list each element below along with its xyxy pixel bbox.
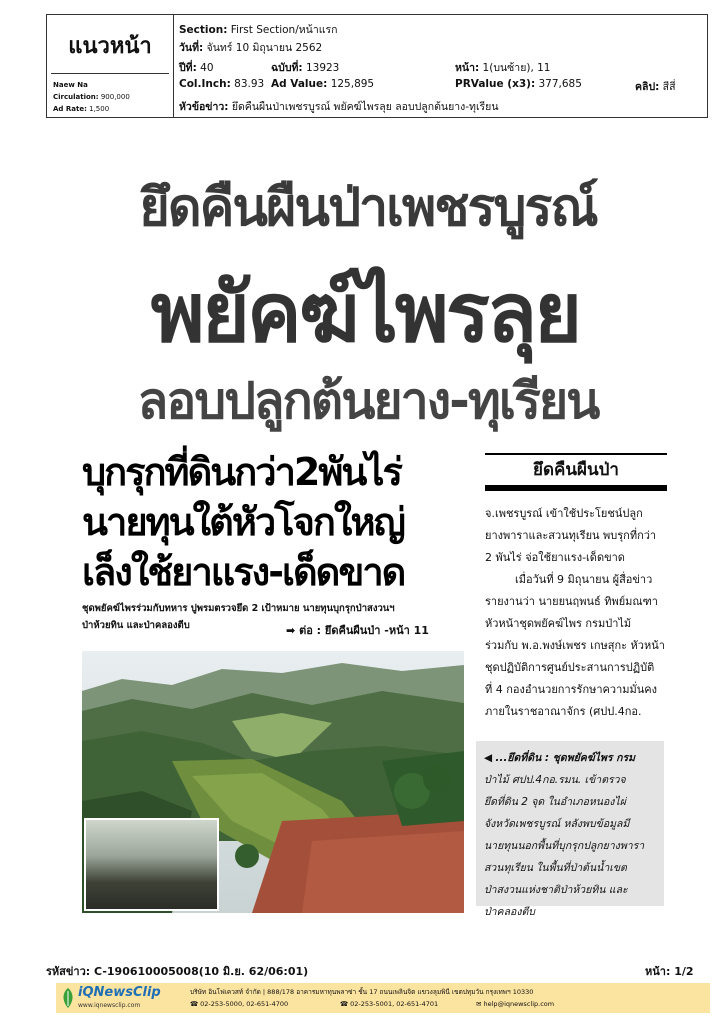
- body-line: ชุดปฏิบัติการศูนย์ประสานการปฏิบัติ: [485, 661, 655, 674]
- news-code: รหัสข่าว: C-190610005008(10 มิ.ย. 62/06:01): [46, 965, 309, 978]
- body-line: ร่วมกับ พ.อ.พงษ์เพชร เกษสุกะ หัวหน้า: [485, 639, 665, 652]
- arrow-right-icon: ➡: [286, 624, 296, 637]
- photo-caption-line: ยึดที่ดิน 2 จุด ในอำเภอหนองไผ่: [484, 796, 626, 808]
- circulation: Circulation: 900,000: [53, 93, 130, 101]
- photo-caption-line: จังหวัดเพชรบูรณ์ หลังพบข้อมูลมี: [484, 818, 630, 830]
- subheadline-line-2: นายทุนใต้หัวโจกใหญ่: [82, 500, 404, 544]
- sidebar-title: ยึดคืนผืนป่า: [485, 453, 667, 491]
- continue-reference: [286, 621, 429, 639]
- body-line: เมื่อวันที่ 9 มิถุนายน ผู้สื่อข่าว: [515, 573, 653, 586]
- body-line: หัวหน้าชุดพยัคฆ์ไพร กรมป่าไม้: [485, 617, 632, 630]
- issue-field: ฉบับที่: 13923: [271, 62, 340, 74]
- body-line: รายงานว่า นายยนฤพนธ์ ทิพย์มณฑา: [485, 595, 658, 608]
- company-address: บริษัท อินโฟเควสท์ จำกัด | 888/178 อาคารมหาทุนพลาซ่า ชั้น 17 ถนนเพลินจิต แขวงลุมพินี เขตปทุมวัน กรุงเทพฯ 10330: [190, 988, 534, 996]
- page-counter: หน้า: 1/2: [645, 965, 694, 978]
- date-field: วันที่: จันทร์ 10 มิถุนายน 2562: [179, 42, 323, 54]
- headline-field: หัวข้อข่าว: ยึดคืนผืนป่าเพชรบูรณ์ พยัคฆ์ไพรลุย ลอบปลูกต้นยาง-ทุเรียน: [179, 101, 499, 113]
- colinch-field: Col.Inch: 83.93: [179, 78, 265, 90]
- leaf-icon: [60, 987, 76, 1009]
- body-line: ภายในราชอาณาจักร (ศปป.4กอ.: [485, 705, 642, 718]
- subheadline-line-1: บุกรุกที่ดินกว่า2พันไร่: [82, 450, 401, 494]
- photo-caption-line: ป่าคลองตีบ: [484, 906, 535, 918]
- headline-line-3: ลอบปลูกต้นยาง-ทุเรียน: [137, 372, 599, 430]
- body-line: จ.เพชรบูรณ์ เข้าใช้ประโยชน์ปลูก: [485, 507, 643, 520]
- officials-inset-photo: [84, 818, 219, 911]
- year-field: ปีที่: 40: [179, 62, 214, 74]
- footer-bar: [56, 983, 710, 1013]
- advalue-field: Ad Value: 125,895: [271, 78, 375, 90]
- body-line: ยางพาราและสวนทุเรียน พบรุกที่กว่า: [485, 529, 657, 542]
- prvalue-field: PRValue (x3): 377,685: [455, 78, 582, 90]
- arrow-left-icon: ◀: [484, 752, 493, 764]
- photo-caption-line: ป่าสงวนแห่งชาติป่าห้วยทิน และ: [484, 884, 628, 896]
- newspaper-logo: แนวหน้า: [51, 21, 169, 74]
- support-email[interactable]: ✉ help@iqnewsclip.com: [476, 1000, 555, 1008]
- lead-caption-line-1: ชุดพยัคฆ์ไพรร่วมกับทหาร ปูพรมตรวจยึด 2 เป้าหมาย นายทุนบุกรุกป่าสงวนฯ: [82, 603, 395, 614]
- brand-website[interactable]: www.iqnewsclip.com: [78, 1002, 141, 1009]
- photo-caption-line: ◀ ...ยึดที่ดิน : ชุดพยัคฆ์ไพร กรม: [484, 752, 636, 764]
- clipping-meta: [175, 15, 707, 117]
- phone-number: ☎ 02-253-5000, 02-651-4700: [190, 1000, 289, 1008]
- clip-field: คลิป: สีสี่: [635, 81, 676, 93]
- paper-name: Naew Na: [53, 81, 88, 89]
- subheadline-line-3: เล็งใช้ยาแรง-เด็ดขาด: [82, 550, 405, 594]
- headline-line-1: ยึดคืนผืนป่าเพชรบูรณ์: [139, 178, 597, 238]
- photo-caption-line: นายทุนนอกพื้นที่บุกรุกปลูกยางพารา: [484, 840, 645, 852]
- page-field: หน้า: 1(บนซ้าย), 11: [455, 62, 551, 74]
- brand-name: iQNewsClip: [78, 985, 161, 1000]
- iqnewsclip-logo[interactable]: [60, 985, 180, 1011]
- fax-number: ☎ 02-253-5001, 02-651-4701: [340, 1000, 439, 1008]
- ad-rate: Ad Rate: 1,500: [53, 105, 110, 113]
- continue-text: ต่อ : ยึดคืนผืนป่า -หน้า 11: [299, 624, 429, 637]
- clipping-header: [46, 14, 708, 118]
- lead-caption-line-2: ป่าห้วยทิน และป่าคลองตีบ: [82, 620, 190, 631]
- body-line: ที่ 4 กองอำนวยการรักษาความมั่นคง: [485, 683, 658, 696]
- headline-line-2: พยัคฆ์ไพรลุย: [150, 266, 580, 361]
- body-line: 2 พันไร่ จ่อใช้ยาแรง-เด็ดขาด: [485, 551, 625, 564]
- photo-caption-line: สวนทุเรียน ในพื้นที่ป่าต้นน้ำเขต: [484, 862, 627, 874]
- forest-landscape-photo: [82, 651, 464, 913]
- photo-caption-box: [476, 741, 664, 918]
- section-field: Section: First Section/หน้าแรก: [179, 24, 338, 36]
- sidebar-body: [485, 503, 667, 723]
- photo-caption-line: ป่าไม้ ศปป.4กอ.รมน. เข้าตรวจ: [484, 774, 626, 786]
- publication-block: [47, 15, 174, 117]
